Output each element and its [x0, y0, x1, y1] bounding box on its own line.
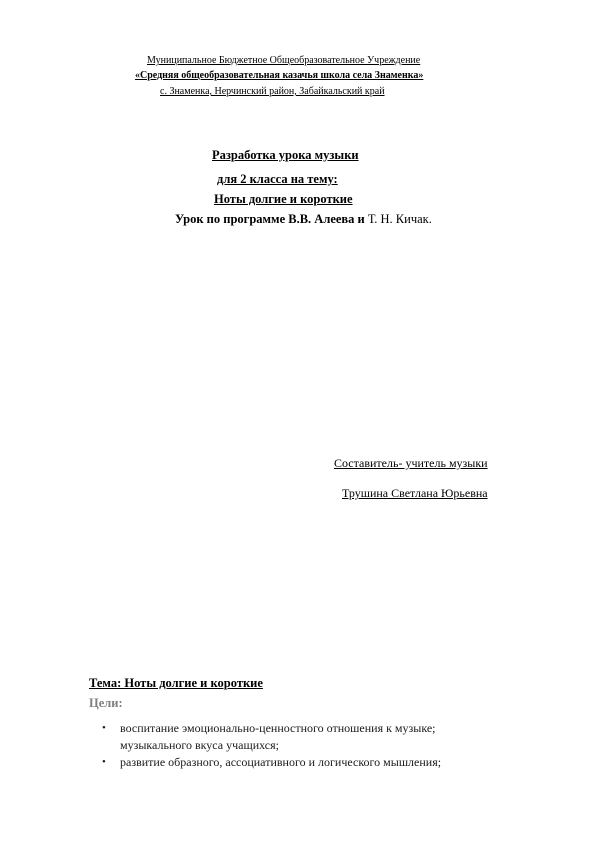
lesson-program [175, 212, 432, 227]
goal-item-1-line-1: воспитание эмоционально-ценностного отношения к музыке; [120, 721, 436, 735]
institution-name: Муниципальное Бюджетное Общеобразовательное Учреждение [147, 55, 421, 66]
lesson-grade: для 2 класса на тему: [217, 172, 338, 186]
goals-heading: Цели: [89, 696, 123, 710]
lesson-title: Разработка урока музыки [212, 148, 359, 162]
program-coauthor: Т. Н. Кичак. [367, 212, 432, 226]
goal-item-2: развитие образного, ассоциативного и логического мышления; [120, 755, 442, 769]
author-name: Трушина Светлана Юрьевна [342, 486, 488, 500]
school-address: с. Знаменка, Нерчинский район, Забайкальский край [160, 86, 385, 97]
program-authors-bold: Урок по программе В.В. Алеева и [175, 212, 368, 226]
topic-heading: Тема: Ноты долгие и короткие [89, 676, 263, 690]
author-role: Составитель- учитель музыки [334, 456, 488, 470]
bullet-icon: • [102, 756, 106, 768]
bullet-icon: • [102, 722, 106, 734]
lesson-theme: Ноты долгие и короткие [214, 192, 353, 206]
goal-item-1-line-2: музыкального вкуса учащихся; [120, 738, 279, 752]
school-name: «Средняя общеобразовательная казачья школа села Знаменка» [135, 70, 424, 81]
